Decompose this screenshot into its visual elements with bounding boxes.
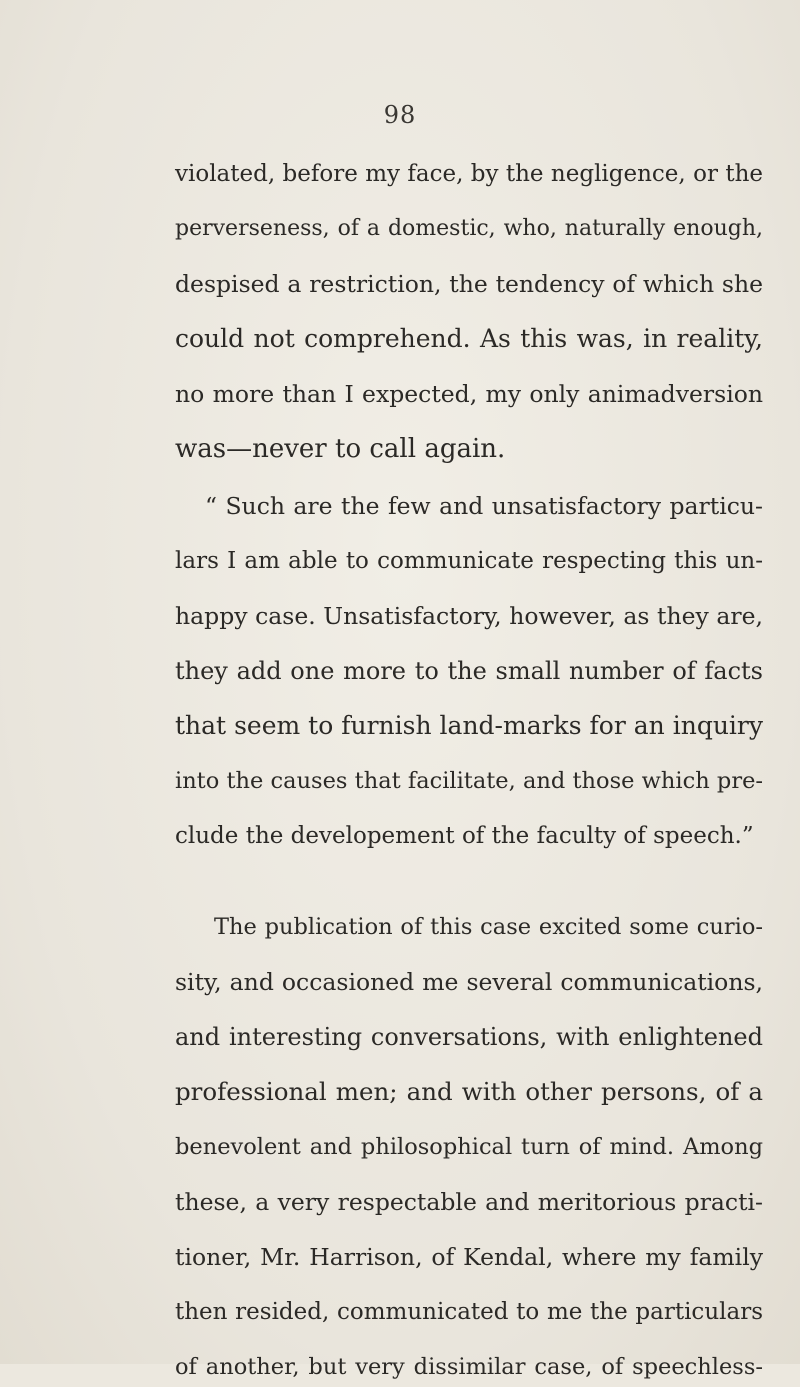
text-line: lars I am able to communicate respecting this un- [175, 548, 763, 574]
text-line: tioner, Mr. Harrison, of Kendal, where my family [175, 1243, 763, 1271]
text-line: into the causes that facilitate, and those which pre- [175, 768, 763, 794]
text-line: and interesting conversations, with enlightened [175, 1023, 763, 1051]
text-line: violated, before my face, by the negligence, or the [175, 161, 763, 187]
text-line: sity, and occasioned me several communications, [175, 968, 763, 996]
text-line: perverseness, of a domestic, who, naturally enough, [175, 216, 763, 241]
text-line: these, a very respectable and meritorious practi- [175, 1188, 763, 1216]
text-line: happy case. Unsatisfactory, however, as they are, [175, 602, 763, 630]
text-line: was—never to call again. [175, 434, 506, 464]
text-line: could not comprehend. As this was, in reality, [175, 324, 763, 353]
text-line: despised a restriction, the tendency of which she [175, 270, 763, 298]
text-line: clude the developement of the faculty of speech.” [175, 823, 754, 849]
text-line: benevolent and philosophical turn of mind. Among [175, 1134, 763, 1160]
text-line: of another, but very dissimilar case, of speechless- [175, 1354, 763, 1380]
text-line: professional men; and with other persons, of a [175, 1077, 763, 1106]
text-line: The publication of this case excited some curio- [214, 914, 763, 940]
text-line: then resided, communicated to me the particulars [175, 1299, 763, 1325]
text-line: “ Such are the few and unsatisfactory particu- [205, 492, 763, 520]
page-number: 98 [383, 101, 417, 129]
text-line: no more than I expected, my only animadversion [175, 380, 763, 408]
text-line: that seem to furnish land-marks for an inquiry [175, 711, 763, 740]
text-line: they add one more to the small number of facts [175, 657, 763, 685]
